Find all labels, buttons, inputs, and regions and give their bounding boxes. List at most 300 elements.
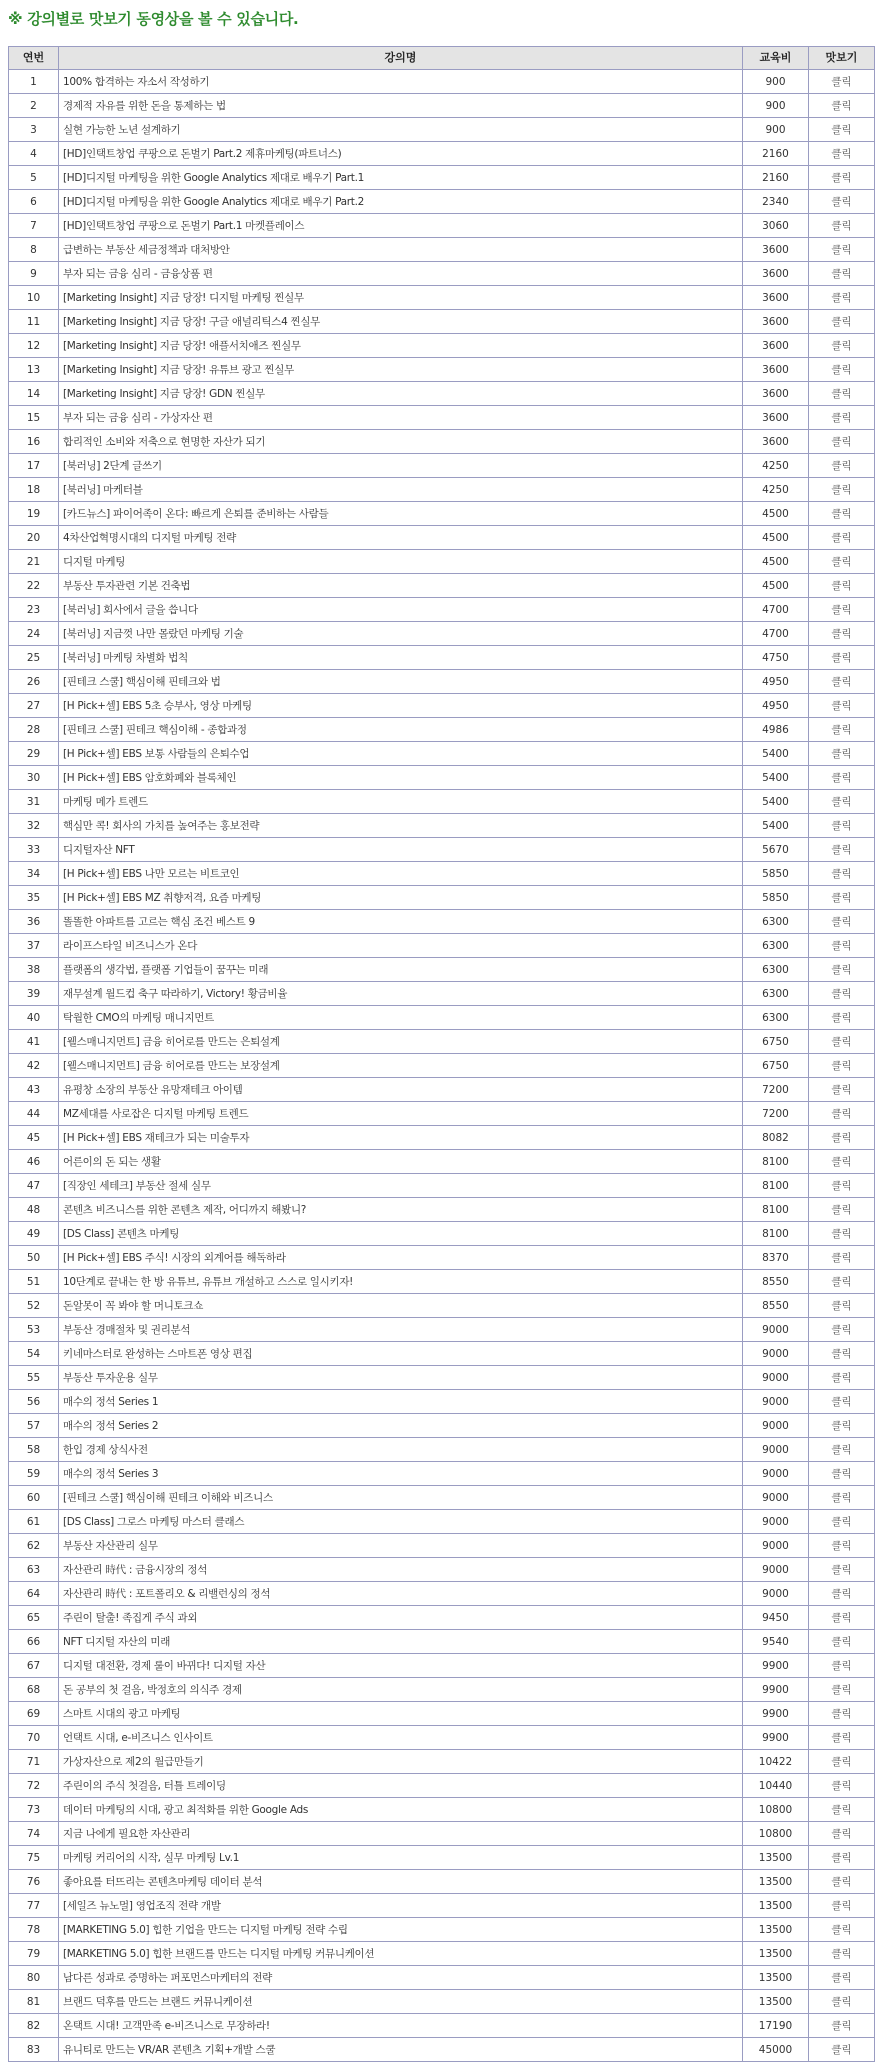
course-number: 9 [9, 262, 59, 286]
course-price: 45000 [743, 2038, 809, 2062]
course-price: 2340 [743, 190, 809, 214]
course-table-container [8, 46, 874, 2062]
course-title: [웰스매니지먼트] 금융 히어로를 만드는 은퇴설계 [59, 1030, 743, 1054]
course-title: 실현 가능한 노년 설계하기 [59, 118, 743, 142]
preview-link[interactable]: 클릭 [809, 286, 875, 310]
preview-link[interactable]: 클릭 [809, 1126, 875, 1150]
course-title: 디지털 마케팅 [59, 550, 743, 574]
course-title: 100% 합격하는 자소서 작성하기 [59, 70, 743, 94]
course-price: 9000 [743, 1582, 809, 1606]
table-row [9, 1558, 875, 1582]
preview-link[interactable]: 클릭 [809, 670, 875, 694]
table-row [9, 790, 875, 814]
course-title: [카드뉴스] 파이어족이 온다: 빠르게 은퇴를 준비하는 사람들 [59, 502, 743, 526]
course-price: 4500 [743, 526, 809, 550]
course-title: [웰스매니지먼트] 금융 히어로를 만드는 보장설계 [59, 1054, 743, 1078]
course-price: 5850 [743, 862, 809, 886]
table-row [9, 1678, 875, 1702]
preview-link[interactable]: 클릭 [809, 1390, 875, 1414]
preview-link[interactable]: 클릭 [809, 574, 875, 598]
preview-link[interactable]: 클릭 [809, 1678, 875, 1702]
course-number: 12 [9, 334, 59, 358]
table-row [9, 1750, 875, 1774]
preview-link[interactable]: 클릭 [809, 1102, 875, 1126]
preview-link[interactable]: 클릭 [809, 1558, 875, 1582]
header-title: 강의명 [59, 47, 743, 70]
course-title: 부동산 투자관련 기본 건축법 [59, 574, 743, 598]
preview-link[interactable]: 클릭 [809, 526, 875, 550]
preview-link[interactable]: 클릭 [809, 166, 875, 190]
course-title: 부동산 자산관리 실무 [59, 1534, 743, 1558]
table-row [9, 1102, 875, 1126]
preview-link[interactable]: 클릭 [809, 1342, 875, 1366]
course-price: 10440 [743, 1774, 809, 1798]
preview-link[interactable]: 클릭 [809, 934, 875, 958]
table-row [9, 214, 875, 238]
preview-link[interactable]: 클릭 [809, 838, 875, 862]
course-number: 73 [9, 1798, 59, 1822]
course-title: [HD]디지털 마케팅을 위한 Google Analytics 제대로 배우기 Part.1 [59, 166, 743, 190]
table-row [9, 910, 875, 934]
course-number: 41 [9, 1030, 59, 1054]
header-no: 연번 [9, 47, 59, 70]
course-price: 900 [743, 94, 809, 118]
preview-link[interactable]: 클릭 [809, 1966, 875, 1990]
preview-link[interactable]: 클릭 [809, 2038, 875, 2062]
course-price: 7200 [743, 1102, 809, 1126]
course-number: 47 [9, 1174, 59, 1198]
course-number: 8 [9, 238, 59, 262]
course-number: 60 [9, 1486, 59, 1510]
table-row [9, 1654, 875, 1678]
preview-link[interactable]: 클릭 [809, 262, 875, 286]
course-title: 부자 되는 금융 심리 - 가상자산 편 [59, 406, 743, 430]
course-price: 4250 [743, 478, 809, 502]
table-row [9, 1294, 875, 1318]
course-price: 4950 [743, 670, 809, 694]
preview-link[interactable]: 클릭 [809, 190, 875, 214]
preview-link[interactable]: 클릭 [809, 718, 875, 742]
preview-link[interactable]: 클릭 [809, 1702, 875, 1726]
table-row [9, 382, 875, 406]
table-row [9, 1462, 875, 1486]
preview-link[interactable]: 클릭 [809, 1030, 875, 1054]
course-number: 64 [9, 1582, 59, 1606]
preview-link[interactable]: 클릭 [809, 310, 875, 334]
table-row [9, 1894, 875, 1918]
course-title: 똘똘한 아파트를 고르는 핵심 조건 베스트 9 [59, 910, 743, 934]
preview-link[interactable]: 클릭 [809, 1222, 875, 1246]
course-number: 51 [9, 1270, 59, 1294]
preview-link[interactable]: 클릭 [809, 886, 875, 910]
course-price: 9000 [743, 1318, 809, 1342]
preview-link[interactable]: 클릭 [809, 910, 875, 934]
preview-link[interactable]: 클릭 [809, 214, 875, 238]
preview-link[interactable]: 클릭 [809, 1822, 875, 1846]
preview-link[interactable]: 클릭 [809, 1198, 875, 1222]
preview-link[interactable]: 클릭 [809, 382, 875, 406]
course-number: 78 [9, 1918, 59, 1942]
table-row [9, 430, 875, 454]
course-title: [MARKETING 5.0] 힙한 브랜드를 만드는 디지털 마케팅 커뮤니케이션 [59, 1942, 743, 1966]
course-title: 온택트 시대! 고객만족 e-비즈니스로 무장하라! [59, 2014, 743, 2038]
table-row [9, 1726, 875, 1750]
course-title: 돈알못이 꼭 봐야 할 머니토크쇼 [59, 1294, 743, 1318]
course-number: 7 [9, 214, 59, 238]
table-row [9, 1054, 875, 1078]
table-row [9, 2038, 875, 2062]
course-title: 유니티로 만드는 VR/AR 콘텐츠 기획+개발 스쿨 [59, 2038, 743, 2062]
course-price: 2160 [743, 166, 809, 190]
header-preview: 맛보기 [809, 47, 875, 70]
table-row [9, 862, 875, 886]
table-row [9, 1774, 875, 1798]
course-price: 5400 [743, 790, 809, 814]
preview-link[interactable]: 클릭 [809, 1894, 875, 1918]
preview-link[interactable]: 클릭 [809, 430, 875, 454]
course-number: 45 [9, 1126, 59, 1150]
course-title: [직장인 세테크] 부동산 절세 실무 [59, 1174, 743, 1198]
course-number: 36 [9, 910, 59, 934]
course-number: 66 [9, 1630, 59, 1654]
table-row [9, 958, 875, 982]
table-row [9, 1342, 875, 1366]
course-price: 2160 [743, 142, 809, 166]
preview-link[interactable]: 클릭 [809, 862, 875, 886]
preview-link[interactable]: 클릭 [809, 118, 875, 142]
course-price: 5670 [743, 838, 809, 862]
preview-link[interactable]: 클릭 [809, 766, 875, 790]
preview-link[interactable]: 클릭 [809, 1990, 875, 2014]
course-number: 49 [9, 1222, 59, 1246]
course-price: 8370 [743, 1246, 809, 1270]
course-title: 자산관리 時代 : 금융시장의 정석 [59, 1558, 743, 1582]
preview-link[interactable]: 클릭 [809, 598, 875, 622]
course-price: 8100 [743, 1222, 809, 1246]
preview-link[interactable]: 클릭 [809, 1750, 875, 1774]
preview-link[interactable]: 클릭 [809, 1918, 875, 1942]
table-row [9, 1534, 875, 1558]
table-row [9, 1990, 875, 2014]
course-price: 13500 [743, 1966, 809, 1990]
course-number: 27 [9, 694, 59, 718]
table-row [9, 1150, 875, 1174]
preview-link[interactable]: 클릭 [809, 94, 875, 118]
course-price: 4500 [743, 574, 809, 598]
course-price: 9450 [743, 1606, 809, 1630]
preview-link[interactable]: 클릭 [809, 646, 875, 670]
course-title: [Marketing Insight] 지금 당장! 애플서치애즈 찐실무 [59, 334, 743, 358]
table-row [9, 142, 875, 166]
course-number: 22 [9, 574, 59, 598]
preview-link[interactable]: 클릭 [809, 1798, 875, 1822]
table-row [9, 286, 875, 310]
course-price: 5400 [743, 814, 809, 838]
course-number: 75 [9, 1846, 59, 1870]
course-number: 40 [9, 1006, 59, 1030]
preview-link[interactable]: 클릭 [809, 2014, 875, 2038]
table-row [9, 94, 875, 118]
preview-link[interactable]: 클릭 [809, 958, 875, 982]
course-price: 17190 [743, 2014, 809, 2038]
preview-link[interactable]: 클릭 [809, 550, 875, 574]
course-title: 지금 나에게 필요한 자산관리 [59, 1822, 743, 1846]
preview-link[interactable]: 클릭 [809, 1630, 875, 1654]
course-title: [Marketing Insight] 지금 당장! 유튜브 광고 찐실무 [59, 358, 743, 382]
course-number: 71 [9, 1750, 59, 1774]
course-number: 72 [9, 1774, 59, 1798]
preview-link[interactable]: 클릭 [809, 1366, 875, 1390]
preview-link[interactable]: 클릭 [809, 1582, 875, 1606]
preview-link[interactable]: 클릭 [809, 742, 875, 766]
course-price: 9000 [743, 1342, 809, 1366]
preview-link[interactable]: 클릭 [809, 1606, 875, 1630]
preview-link[interactable]: 클릭 [809, 1174, 875, 1198]
preview-link[interactable]: 클릭 [809, 694, 875, 718]
course-title: MZ세대를 사로잡은 디지털 마케팅 트렌드 [59, 1102, 743, 1126]
course-price: 3600 [743, 430, 809, 454]
course-title: 가상자산으로 제2의 월급만들기 [59, 1750, 743, 1774]
preview-link[interactable]: 클릭 [809, 1870, 875, 1894]
course-number: 80 [9, 1966, 59, 1990]
course-price: 4500 [743, 550, 809, 574]
preview-link[interactable]: 클릭 [809, 1726, 875, 1750]
preview-link[interactable]: 클릭 [809, 70, 875, 94]
preview-link[interactable]: 클릭 [809, 1462, 875, 1486]
table-row [9, 262, 875, 286]
table-row [9, 310, 875, 334]
course-number: 52 [9, 1294, 59, 1318]
course-price: 3600 [743, 238, 809, 262]
preview-link[interactable]: 클릭 [809, 1294, 875, 1318]
preview-link[interactable]: 클릭 [809, 1654, 875, 1678]
course-title: 데이터 마케팅의 시대, 광고 최적화를 위한 Google Ads [59, 1798, 743, 1822]
course-title: 부자 되는 금융 심리 - 금융상품 편 [59, 262, 743, 286]
course-title: 한입 경제 상식사전 [59, 1438, 743, 1462]
course-number: 44 [9, 1102, 59, 1126]
course-number: 63 [9, 1558, 59, 1582]
course-title: [DS Class] 콘텐츠 마케팅 [59, 1222, 743, 1246]
course-number: 14 [9, 382, 59, 406]
course-price: 10800 [743, 1822, 809, 1846]
course-number: 77 [9, 1894, 59, 1918]
course-title: 매수의 정석 Series 2 [59, 1414, 743, 1438]
course-table [8, 46, 875, 2062]
table-row [9, 1582, 875, 1606]
preview-link[interactable]: 클릭 [809, 454, 875, 478]
table-row [9, 334, 875, 358]
table-body [9, 70, 875, 2062]
course-number: 24 [9, 622, 59, 646]
table-row [9, 574, 875, 598]
course-number: 74 [9, 1822, 59, 1846]
preview-link[interactable]: 클릭 [809, 1846, 875, 1870]
preview-link[interactable]: 클릭 [809, 1486, 875, 1510]
course-price: 4986 [743, 718, 809, 742]
preview-link[interactable]: 클릭 [809, 1078, 875, 1102]
course-title: 부동산 투자운용 실무 [59, 1366, 743, 1390]
course-title: [북러닝] 마케팅 차별화 법칙 [59, 646, 743, 670]
table-row [9, 694, 875, 718]
table-row [9, 1366, 875, 1390]
course-number: 28 [9, 718, 59, 742]
preview-link[interactable]: 클릭 [809, 334, 875, 358]
course-price: 9000 [743, 1438, 809, 1462]
preview-link[interactable]: 클릭 [809, 1246, 875, 1270]
course-price: 4500 [743, 502, 809, 526]
course-title: 급변하는 부동산 세금정책과 대처방안 [59, 238, 743, 262]
course-number: 20 [9, 526, 59, 550]
preview-link[interactable]: 클릭 [809, 1414, 875, 1438]
course-title: 플랫폼의 생각법, 플랫폼 기업들이 꿈꾸는 미래 [59, 958, 743, 982]
course-price: 5850 [743, 886, 809, 910]
course-price: 9000 [743, 1366, 809, 1390]
preview-link[interactable]: 클릭 [809, 982, 875, 1006]
course-title: [북러닝] 회사에서 글을 씁니다 [59, 598, 743, 622]
course-title: [H Pick+셀] EBS 5초 승부사, 영상 마케팅 [59, 694, 743, 718]
course-price: 13500 [743, 1846, 809, 1870]
table-row [9, 358, 875, 382]
table-row [9, 1222, 875, 1246]
course-price: 13500 [743, 1894, 809, 1918]
preview-link[interactable]: 클릭 [809, 1942, 875, 1966]
table-row [9, 238, 875, 262]
course-number: 35 [9, 886, 59, 910]
table-row [9, 166, 875, 190]
table-row [9, 718, 875, 742]
course-price: 3060 [743, 214, 809, 238]
course-number: 43 [9, 1078, 59, 1102]
preview-link[interactable]: 클릭 [809, 142, 875, 166]
preview-link[interactable]: 클릭 [809, 1510, 875, 1534]
course-price: 10422 [743, 1750, 809, 1774]
preview-link[interactable]: 클릭 [809, 1534, 875, 1558]
course-price: 9000 [743, 1462, 809, 1486]
course-number: 17 [9, 454, 59, 478]
header-price: 교육비 [743, 47, 809, 70]
course-title: 자산관리 時代 : 포트폴리오 & 리밸런싱의 정석 [59, 1582, 743, 1606]
course-price: 13500 [743, 1942, 809, 1966]
preview-link[interactable]: 클릭 [809, 1270, 875, 1294]
table-row [9, 1126, 875, 1150]
table-row [9, 478, 875, 502]
course-title: 좋아요를 터뜨리는 콘텐츠마케팅 데이터 분석 [59, 1870, 743, 1894]
preview-link[interactable]: 클릭 [809, 1774, 875, 1798]
preview-link[interactable]: 클릭 [809, 622, 875, 646]
course-price: 9900 [743, 1654, 809, 1678]
course-title: [북러닝] 마케터블 [59, 478, 743, 502]
preview-link[interactable]: 클릭 [809, 406, 875, 430]
preview-link[interactable]: 클릭 [809, 814, 875, 838]
table-row [9, 1846, 875, 1870]
course-title: 경제적 자유를 위한 돈을 통제하는 법 [59, 94, 743, 118]
course-number: 39 [9, 982, 59, 1006]
table-row [9, 598, 875, 622]
preview-link[interactable]: 클릭 [809, 502, 875, 526]
course-number: 10 [9, 286, 59, 310]
preview-link[interactable]: 클릭 [809, 1054, 875, 1078]
course-price: 6300 [743, 1006, 809, 1030]
course-number: 79 [9, 1942, 59, 1966]
course-title: 매수의 정석 Series 3 [59, 1462, 743, 1486]
course-number: 69 [9, 1702, 59, 1726]
course-title: 어른이의 돈 되는 생활 [59, 1150, 743, 1174]
preview-link[interactable]: 클릭 [809, 238, 875, 262]
course-title: [H Pick+셀] EBS MZ 취향저격, 요즘 마케팅 [59, 886, 743, 910]
course-price: 9540 [743, 1630, 809, 1654]
table-row [9, 1390, 875, 1414]
course-price: 6750 [743, 1054, 809, 1078]
course-number: 58 [9, 1438, 59, 1462]
table-row [9, 2014, 875, 2038]
course-title: 디지털 대전환, 경제 룰이 바뀌다! 디지털 자산 [59, 1654, 743, 1678]
table-row [9, 1870, 875, 1894]
table-row [9, 190, 875, 214]
preview-link[interactable]: 클릭 [809, 790, 875, 814]
course-title: 브랜드 덕후를 만드는 브랜드 커뮤니케이션 [59, 1990, 743, 2014]
course-number: 54 [9, 1342, 59, 1366]
course-price: 9000 [743, 1510, 809, 1534]
preview-link[interactable]: 클릭 [809, 1006, 875, 1030]
course-number: 50 [9, 1246, 59, 1270]
table-row [9, 118, 875, 142]
course-title: [핀테크 스쿨] 핵심이해 핀테크와 법 [59, 670, 743, 694]
course-number: 82 [9, 2014, 59, 2038]
preview-link[interactable]: 클릭 [809, 358, 875, 382]
course-number: 53 [9, 1318, 59, 1342]
table-row [9, 1198, 875, 1222]
course-title: [H Pick+셀] EBS 나만 모르는 비트코인 [59, 862, 743, 886]
course-title: [HD]인택트창업 쿠팡으로 돈벌기 Part.2 제휴마케팅(파트너스) [59, 142, 743, 166]
preview-link[interactable]: 클릭 [809, 1438, 875, 1462]
course-price: 9000 [743, 1558, 809, 1582]
course-title: [HD]디지털 마케팅을 위한 Google Analytics 제대로 배우기 Part.2 [59, 190, 743, 214]
table-row [9, 1414, 875, 1438]
course-number: 33 [9, 838, 59, 862]
course-title: [Marketing Insight] 지금 당장! 디지털 마케팅 찐실무 [59, 286, 743, 310]
course-title: 언택트 시대, e-비즈니스 인사이트 [59, 1726, 743, 1750]
course-title: 부동산 경매절차 및 권리분석 [59, 1318, 743, 1342]
course-title: 마케팅 메가 트렌드 [59, 790, 743, 814]
course-price: 3600 [743, 334, 809, 358]
table-row [9, 1318, 875, 1342]
course-number: 68 [9, 1678, 59, 1702]
table-row [9, 1270, 875, 1294]
course-price: 8550 [743, 1270, 809, 1294]
table-row [9, 1942, 875, 1966]
course-number: 42 [9, 1054, 59, 1078]
course-number: 46 [9, 1150, 59, 1174]
course-title: 핵심만 콕! 회사의 가치를 높여주는 홍보전략 [59, 814, 743, 838]
course-number: 81 [9, 1990, 59, 2014]
course-number: 61 [9, 1510, 59, 1534]
course-number: 4 [9, 142, 59, 166]
preview-link[interactable]: 클릭 [809, 478, 875, 502]
course-price: 9900 [743, 1678, 809, 1702]
course-price: 6300 [743, 934, 809, 958]
course-price: 6300 [743, 910, 809, 934]
table-row [9, 1918, 875, 1942]
preview-link[interactable]: 클릭 [809, 1150, 875, 1174]
course-title: 마케팅 커리어의 시작, 실무 마케팅 Lv.1 [59, 1846, 743, 1870]
notice-text: ※ 강의별로 맛보기 동영상을 볼 수 있습니다. [8, 10, 299, 28]
course-number: 70 [9, 1726, 59, 1750]
course-price: 4750 [743, 646, 809, 670]
course-price: 13500 [743, 1990, 809, 2014]
course-title: [HD]인택트창업 쿠팡으로 돈벌기 Part.1 마켓플레이스 [59, 214, 743, 238]
course-title: [세일즈 뉴노멀] 영업조직 전략 개발 [59, 1894, 743, 1918]
preview-link[interactable]: 클릭 [809, 1318, 875, 1342]
